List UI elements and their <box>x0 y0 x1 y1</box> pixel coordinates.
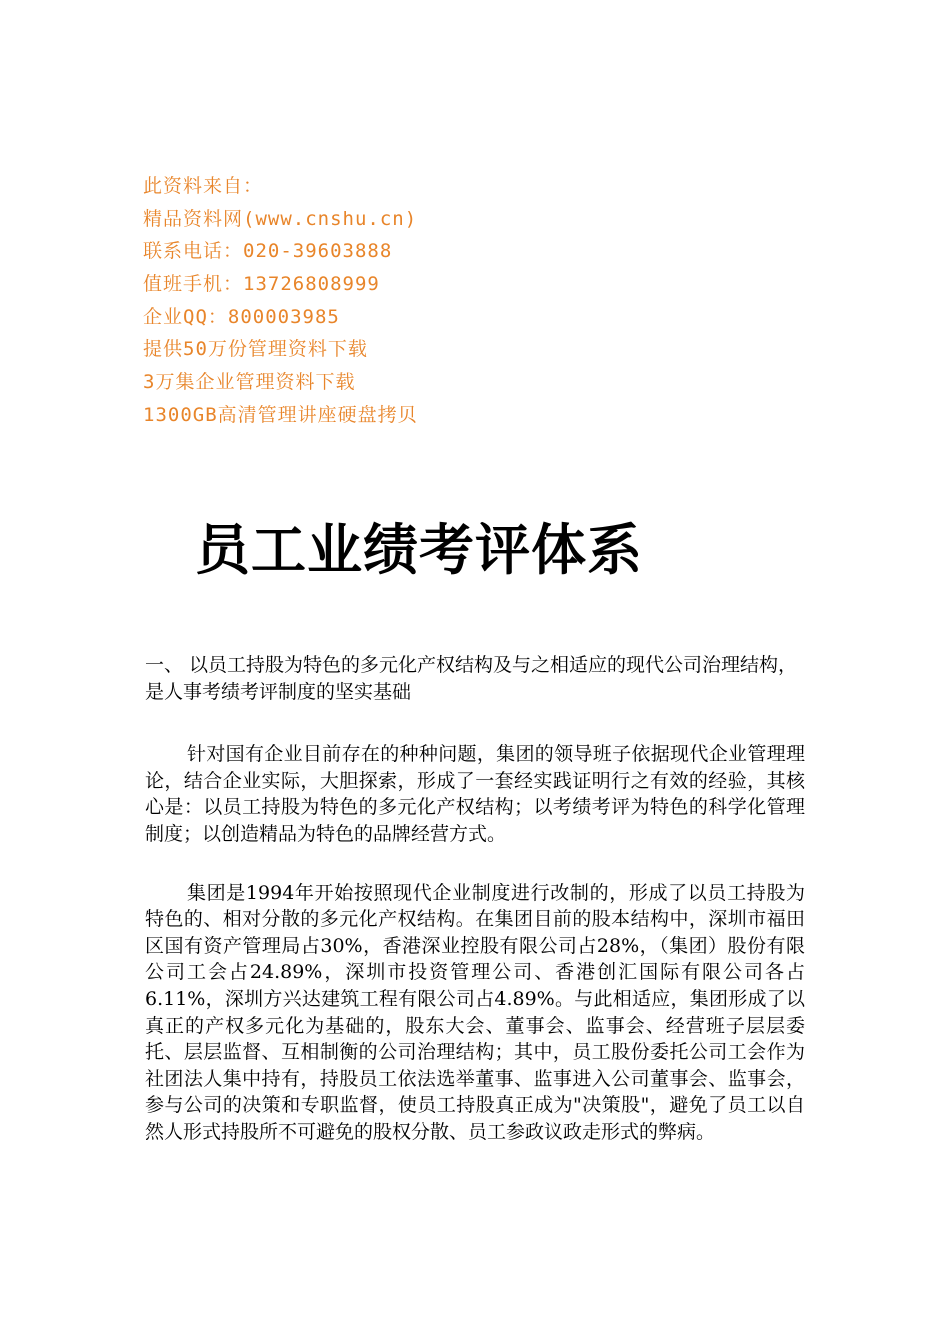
source-line-origin: 此资料来自： <box>143 175 264 197</box>
body-paragraph-1: 针对国有企业目前存在的种种问题，集团的领导班子依据现代企业管理理论，结合企业实际，大胆探索，形成了一套经实践证明行之有效的经验，其核心是：以员工持股为特色的多元化产权结构；以考绩考评为特色的科学化管理制度；以创造精品为特色的品牌经营方式。 <box>145 743 805 845</box>
document-title: 员工业绩考评体系 <box>195 517 644 582</box>
source-line-offer-1: 提供50万份管理资料下载 <box>143 338 368 361</box>
document-body <box>145 652 805 1146</box>
section-heading: 一、 以员工持股为特色的多元化产权结构及与之相适应的现代公司治理结构，是人事考绩考评制度的坚实基础 <box>145 654 798 703</box>
source-line-website: 精品资料网(www.cnshu.cn) <box>143 207 418 230</box>
source-line-phone: 联系电话：020-39603888 <box>143 240 393 263</box>
source-line-qq: 企业QQ：800003985 <box>143 305 340 328</box>
body-paragraph-2: 集团是1994年开始按照现代企业制度进行改制的，形成了以员工持股为特色的、相对分散的多元化产权结构。在集团目前的股本结构中，深圳市福田区国有资产管理局占30%，香港深业控股有限公司占28%，（集团）股份有限公司工会占24.89%，深圳市投资管理公司、香港创汇国际有限公司各占6.11%，深圳方兴达建筑工程有限公司占4.89%。与此相适应，集团形成了以真正的产权多元化为基础的，股东大会、董事会、监事会、经营班子层层委托、层层监督、互相制衡的公司治理结构；其中，员工股份委托公司工会作为社团法人集中持有，持股员工依法选举董事、监事进入公司董事会、监事会，参与公司的决策和专职监督，使员工持股真正成为"决策股"，避免了员工以自然人形式持股所不可避免的股权分散、员工参政议政走形式的弊病。 <box>145 881 805 1143</box>
source-line-offer-3: 1300GB高清管理讲座硬盘拷贝 <box>143 403 418 426</box>
source-info-block <box>143 170 663 432</box>
source-line-offer-2: 3万集企业管理资料下载 <box>143 371 356 394</box>
source-line-mobile: 值班手机：13726808999 <box>143 273 380 296</box>
